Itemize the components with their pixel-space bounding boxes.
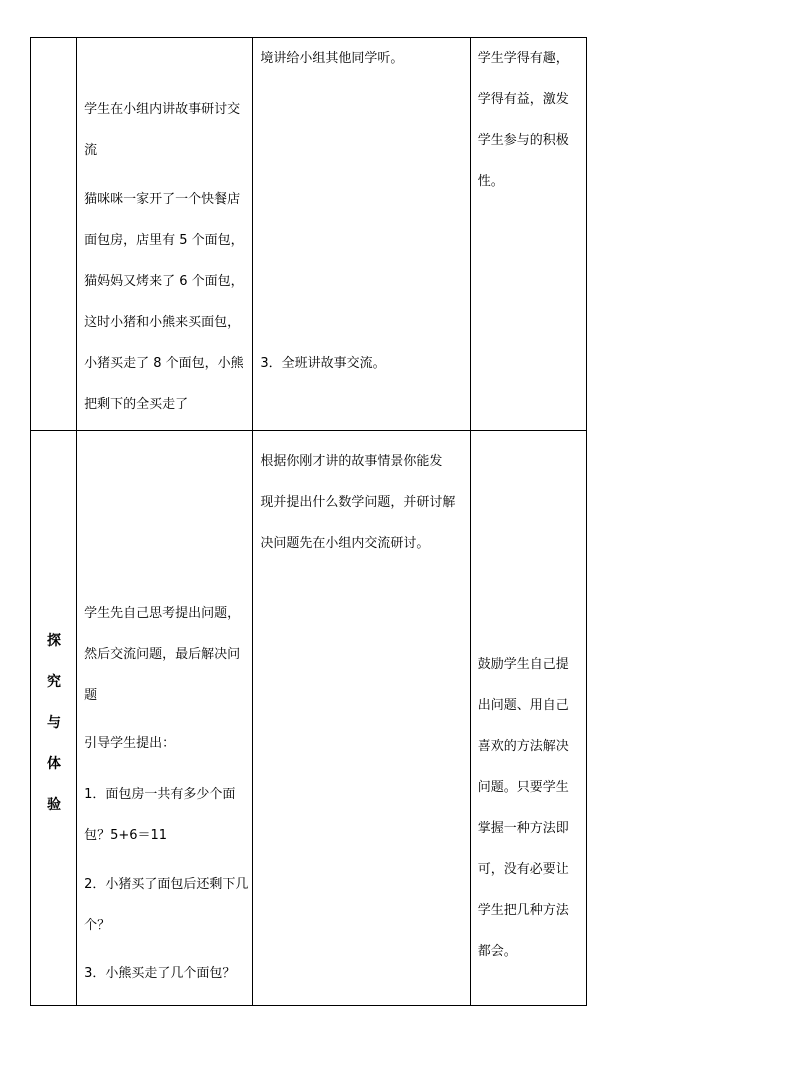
text-line: 境讲给小组其他同学听。 [260,51,404,66]
stage-char: 体 [47,756,61,772]
stage-char: 验 [47,797,61,813]
text-line: 包？5+6＝11 [84,828,168,843]
text-line: 3．全班讲故事交流。 [260,356,386,371]
text-line: 个？ [84,918,111,933]
text-line: 都会。 [477,944,517,959]
text-line: 1．面包房一共有多少个面 [84,787,236,802]
text-line: 根据你刚才讲的故事情景你能发 [260,454,443,469]
lesson-plan-table [30,37,587,1006]
text-line: 问题。只要学生 [477,780,569,795]
table-row [31,431,587,1006]
student-activity-cell [77,431,253,1006]
stage-char: 探 [47,633,61,649]
design-intent-cell [470,431,586,1006]
text-line: 把剩下的全买走了 [84,397,189,412]
text-line: 掌握一种方法即 [477,821,569,836]
stage-char: 究 [47,674,61,690]
text-line: 引导学生提出： [84,736,176,751]
text-line: 猫妈妈又烤来了 6 个面包， [84,274,244,289]
text-line: 学生在小组内讲故事研讨交 [84,102,241,117]
text-line: 出问题、用自己 [477,698,569,713]
teacher-activity-cell [253,38,470,431]
text-line: 2．小猪买了面包后还剩下几 [84,877,249,892]
text-line: 学生先自己思考提出问题， [84,606,241,621]
text-line: 鼓励学生自己提 [477,657,569,672]
text-line: 流 [84,143,98,158]
text-line: 决问题先在小组内交流研讨。 [260,536,430,551]
design-intent-cell [470,38,586,431]
table-row [31,38,587,431]
stage-cell [31,431,77,1006]
text-line: 3．小熊买走了几个面包？ [84,966,236,981]
stage-cell-empty [31,38,77,431]
text-line: 小猪买走了 8 个面包，小熊 [84,356,244,371]
student-activity-cell [77,38,253,431]
text-line: 题 [84,688,98,703]
text-line: 猫咪咪一家开了一个快餐店 [84,192,241,207]
text-line: 学生把几种方法 [477,903,569,918]
text-line: 现并提出什么数学问题，并研讨解 [260,495,456,510]
text-line: 学得有益，激发 [477,92,569,107]
text-line: 性。 [477,174,504,189]
text-line: 可，没有必要让 [477,862,569,877]
teacher-activity-cell [253,431,470,1006]
text-line: 面包房，店里有 5 个面包， [84,233,244,248]
text-line: 学生学得有趣， [477,51,569,66]
text-line: 学生参与的积极 [477,133,569,148]
text-line: 然后交流问题，最后解决问 [84,647,241,662]
text-line: 这时小猪和小熊来买面包， [84,315,241,330]
text-line: 喜欢的方法解决 [477,739,569,754]
stage-label [31,621,77,826]
stage-char: 与 [47,715,61,731]
